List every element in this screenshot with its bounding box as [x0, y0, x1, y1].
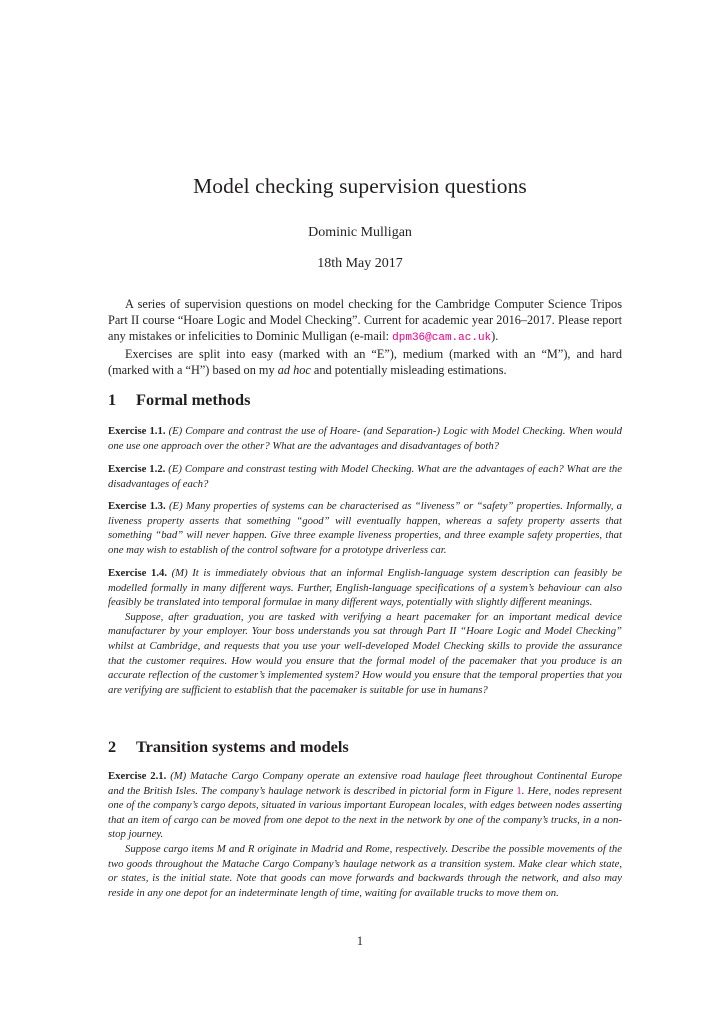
- figure-reference-link[interactable]: 1: [516, 784, 522, 797]
- exercise-text-part: . Here, nodes represent one of the company’s cargo depots, situated in various important European locales, with edges between nodes asserting that an item of cargo can be moved from one depot to the next in the network by one of the company’s trucks, in a non-stop journey.: [108, 784, 622, 841]
- exercise-text: [108, 770, 622, 840]
- abstract-text: A series of supervision questions on model checking for the Cambridge Computer Science Tripos Part II course “Hoare Logic and Model Checking”. Current for academic year 2016–2017. Please report any mistakes or infelicities to Dominic Mulligan (e-mail:: [108, 297, 622, 343]
- abstract-emphasis: ad hoc: [277, 363, 311, 377]
- abstract-paragraph: [108, 346, 622, 378]
- exercise-label: Exercise 1.3.: [108, 500, 166, 512]
- exercise-text: (E) Compare and constrast testing with Model Checking. What are the advantages of each? What are the disadvantages of each?: [108, 463, 622, 490]
- exercise-label: Exercise 2.1.: [108, 770, 167, 782]
- exercise: [108, 499, 622, 557]
- exercise-text: (E) Many properties of systems can be characterised as “liveness” or “safety” properties. Informally, a liveness property asserts that something “good” will eventually happen, whereas a safety property asserts that something “bad” will never happen. Give three example liveness properties, and three example safety properties, that one may wish to establish of the control software for a prototype driverless car.: [108, 500, 622, 556]
- exercise-label: Exercise 1.1.: [108, 425, 166, 437]
- section-title: Transition systems and models: [136, 737, 349, 756]
- exercise-label: Exercise 1.4.: [108, 567, 168, 579]
- section-title: Formal methods: [136, 390, 251, 409]
- exercise-text-part: (M) Matache Cargo Company operate an extensive road haulage fleet throughout Continental Europe and the British Isles. The company’s haulage network is described in pictorial form in Figure: [108, 770, 622, 797]
- abstract-text: Exercises are split into easy (marked with an “E”), medium (marked with an “M”), and hard (marked with a “H”) based on my: [108, 347, 622, 377]
- exercise-label: Exercise 1.2.: [108, 463, 166, 475]
- section-heading: [108, 390, 250, 410]
- exercise-text: (E) Compare and contrast the use of Hoare- (and Separation-) Logic with Model Checking. When would one use one approach over the other? What are the advantages and disadvantages of both?: [108, 425, 622, 452]
- section-number: 2: [108, 737, 117, 756]
- page-number: 1: [356, 934, 364, 948]
- exercise: [108, 566, 622, 697]
- paper-title: Model checking supervision questions: [193, 174, 527, 198]
- abstract: [108, 296, 622, 378]
- abstract-text: and potentially misleading estimations.: [310, 363, 507, 377]
- paper-date: 18th May 2017: [317, 256, 403, 271]
- exercise: [108, 462, 622, 491]
- exercise: [108, 424, 622, 453]
- exercise-text: (M) It is immediately obvious that an informal English-language system description can feasibly be modelled formally in many different ways. Further, English-language specifications of a system’s behaviour can also feasibly be translated into temporal formulae in many different ways, potentially with slightly different meanings.: [108, 567, 623, 609]
- section-heading: [108, 737, 349, 757]
- author-name: Dominic Mulligan: [308, 225, 412, 240]
- exercise: [108, 769, 622, 900]
- abstract-paragraph: [108, 296, 622, 346]
- exercise-continuation: Suppose, after graduation, you are tasked with verifying a heart pacemaker for an important medical device manufacturer by your employer. Your boss understands you sat through Part II “Hoare Logic and Model Checking” whilst at Cambridge, and requests that you use your well-developed Model Checking skills to provide the assurance that the customer requires. How would you ensure that the formal model of the pacemaker that you produce is an accurate reflection of the customer’s implemented system? How would you ensure that the temporal properties that you are verifying are sufficient to establish that the pacemaker is suitable for use in humans?: [108, 610, 622, 696]
- exercise-continuation: Suppose cargo items M and R originate in Madrid and Rome, respectively. Describe the possible movements of the two goods throughout the Matache Cargo Company’s haulage network as a transition system. Make clear which state, or states, is the initial state. Note that goods can move forwards and backwards through the network, and also may reside in any one depot for an indeterminate length of time, waiting for available trucks to move them on.: [108, 842, 622, 899]
- abstract-text: ).: [491, 329, 499, 343]
- section-number: 1: [108, 390, 117, 409]
- email-link[interactable]: dpm36@cam.ac.uk: [392, 332, 492, 344]
